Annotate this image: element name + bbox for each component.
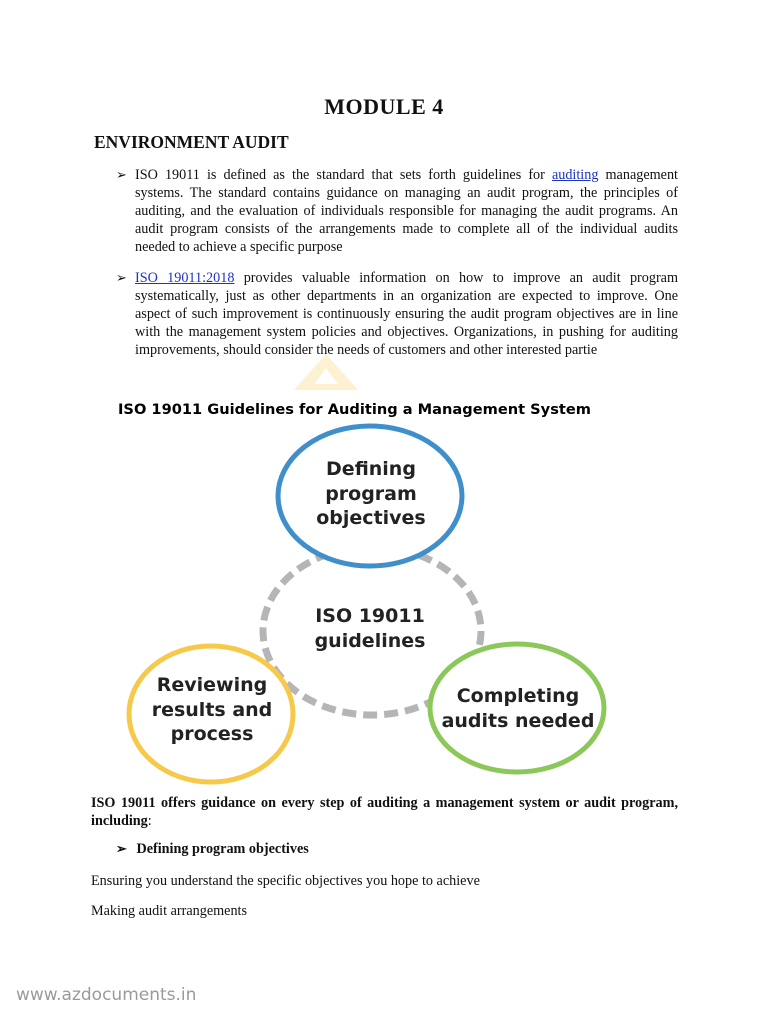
center-label-line: guidelines (314, 630, 426, 652)
bullet-text (135, 269, 678, 359)
bottom-right-label-line: audits needed (441, 710, 595, 732)
bullet-item (116, 841, 309, 858)
page-title: MODULE 4 (324, 94, 444, 119)
iso-19011-2018-link[interactable]: ISO 19011:2018 (135, 270, 235, 286)
bottom-right-label-line: Completing (456, 685, 580, 707)
logo-watermark-icon (292, 352, 360, 392)
body-line: Making audit arrangements (91, 903, 248, 919)
bullet-item (116, 269, 678, 359)
paragraph-text: ISO 19011 offers guidance on every step of auditing a management system or audit program, including (91, 795, 678, 829)
body-line: Ensuring you understand the specific objectives you hope to achieve (91, 873, 480, 889)
guidance-paragraph (91, 794, 678, 830)
center-label-line: ISO 19011 (315, 605, 425, 627)
diagram-title: ISO 19011 Guidelines for Auditing a Management System (118, 401, 591, 418)
bottom-left-label-line: results and (151, 699, 273, 721)
bullet-text (135, 166, 678, 256)
paragraph-trailing: : (147, 813, 152, 829)
arrow-bullet-icon: ➢ (116, 270, 127, 285)
bottom-right-circle (430, 644, 604, 772)
bullet-text: Defining program objectives (136, 841, 309, 857)
section-heading: ENVIRONMENT AUDIT (94, 132, 289, 152)
site-watermark: www.azdocuments.in (16, 985, 197, 1005)
bullet-item (116, 166, 678, 256)
bullet-text-part: ISO 19011 is defined as the standard that sets forth guidelines for (135, 167, 552, 183)
iso-19011-diagram (116, 394, 630, 786)
bullet-text-part: management systems. The standard contains guidance on managing an audit program, the principles of auditing, and the evaluation of individuals responsible for managing the audit programs. An audit program consists of the arrangements made to complete all of the individual audits needed to achieve a specific purpose (135, 167, 678, 255)
bottom-left-label-line: Reviewing (156, 674, 268, 696)
arrow-bullet-icon: ➢ (116, 167, 127, 182)
bullet-text-part: provides valuable information on how to improve an audit program systematically, just as other departments in an organization are expected to improve. One aspect of such improvement is continuously ensuring the audit program objectives are in line with the management system policies and objectives. Organizations, in pushing for auditing improvements, should consider the needs of customers and other interested partie (135, 270, 679, 358)
bottom-left-label-line: process (170, 723, 254, 745)
auditing-link[interactable]: auditing (551, 167, 599, 183)
top-label-line: program (325, 483, 417, 505)
top-label-line: objectives (316, 507, 426, 529)
top-label-line: Defining (326, 458, 416, 480)
arrow-bullet-icon: ➢ (116, 841, 127, 856)
